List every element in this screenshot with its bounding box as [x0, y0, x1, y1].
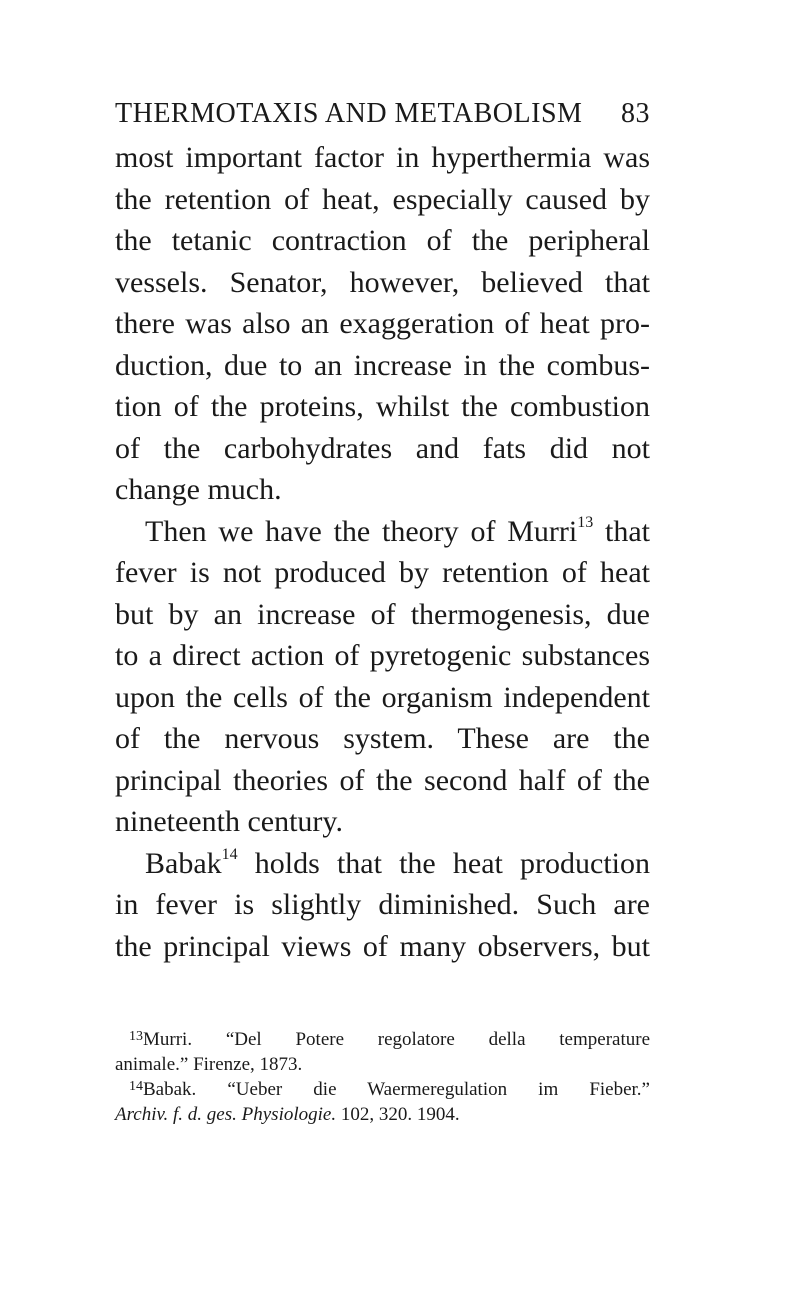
footnote-13	[115, 1027, 650, 1052]
text-line: principal theories of the second half of the	[115, 763, 650, 797]
text-line: duction, due to an increase in the combus-	[115, 348, 650, 382]
text-line: to a direct action of pyretogenic substances	[115, 639, 650, 672]
footnote-text: Babak. “Ueber die Waermeregulation im Fieber.”	[143, 1079, 650, 1100]
text-fragment: Babak	[145, 846, 222, 880]
text-line: of the nervous system. These are the	[115, 722, 650, 755]
footnotes	[115, 1027, 650, 1127]
text-line: tion of the proteins, whilst the combustion	[115, 390, 650, 423]
footnote-text: Murri. “Del Potere regolatore della temperature	[143, 1029, 650, 1050]
footnote-number: 13	[129, 1029, 143, 1044]
footnote-text: animale.” Firenze, 1873.	[115, 1054, 303, 1075]
text-line: of the carbohydrates and fats did not	[115, 431, 650, 465]
body-text	[115, 137, 650, 967]
footnote-text: 102, 320. 1904.	[336, 1104, 460, 1125]
text-line: vessels. Senator, however, believed that	[115, 265, 650, 299]
footnote-ref: 14	[221, 845, 238, 863]
footnote-14	[115, 1077, 650, 1102]
paragraph-first-line	[115, 843, 650, 885]
text-line: the principal views of many observers, but	[115, 929, 650, 963]
text-fragment: Then we have the theory of Murri	[145, 514, 578, 548]
running-header	[115, 96, 650, 132]
text-line: most important factor in hyperthermia was	[115, 141, 650, 174]
running-title: THERMOTAXIS AND METABOLISM	[115, 98, 583, 129]
text-line: the tetanic contraction of the peripheral	[115, 224, 650, 257]
footnote-line	[115, 1102, 650, 1127]
text-line: there was also an exaggeration of heat pro-	[115, 307, 650, 340]
text-line: upon the cells of the organism independent	[115, 680, 650, 714]
text-line: change much.	[115, 473, 282, 506]
text-fragment: holds that the heat production	[237, 846, 650, 880]
text-line: but by an increase of thermogenesis, due	[115, 597, 650, 631]
footnote-number: 14	[129, 1079, 143, 1094]
text-fragment: that	[593, 514, 650, 548]
text-line: nineteenth century.	[115, 805, 343, 838]
text-line: the retention of heat, especially caused by	[115, 182, 650, 216]
paragraph-first-line	[115, 511, 650, 553]
text-line: in fever is slightly diminished. Such are	[115, 888, 650, 921]
journal-title: Archiv. f. d. ges. Physiologie.	[115, 1104, 337, 1125]
footnote-ref: 13	[577, 513, 594, 531]
text-line: fever is not produced by retention of heat	[115, 556, 650, 589]
page-number: 83	[621, 98, 650, 129]
